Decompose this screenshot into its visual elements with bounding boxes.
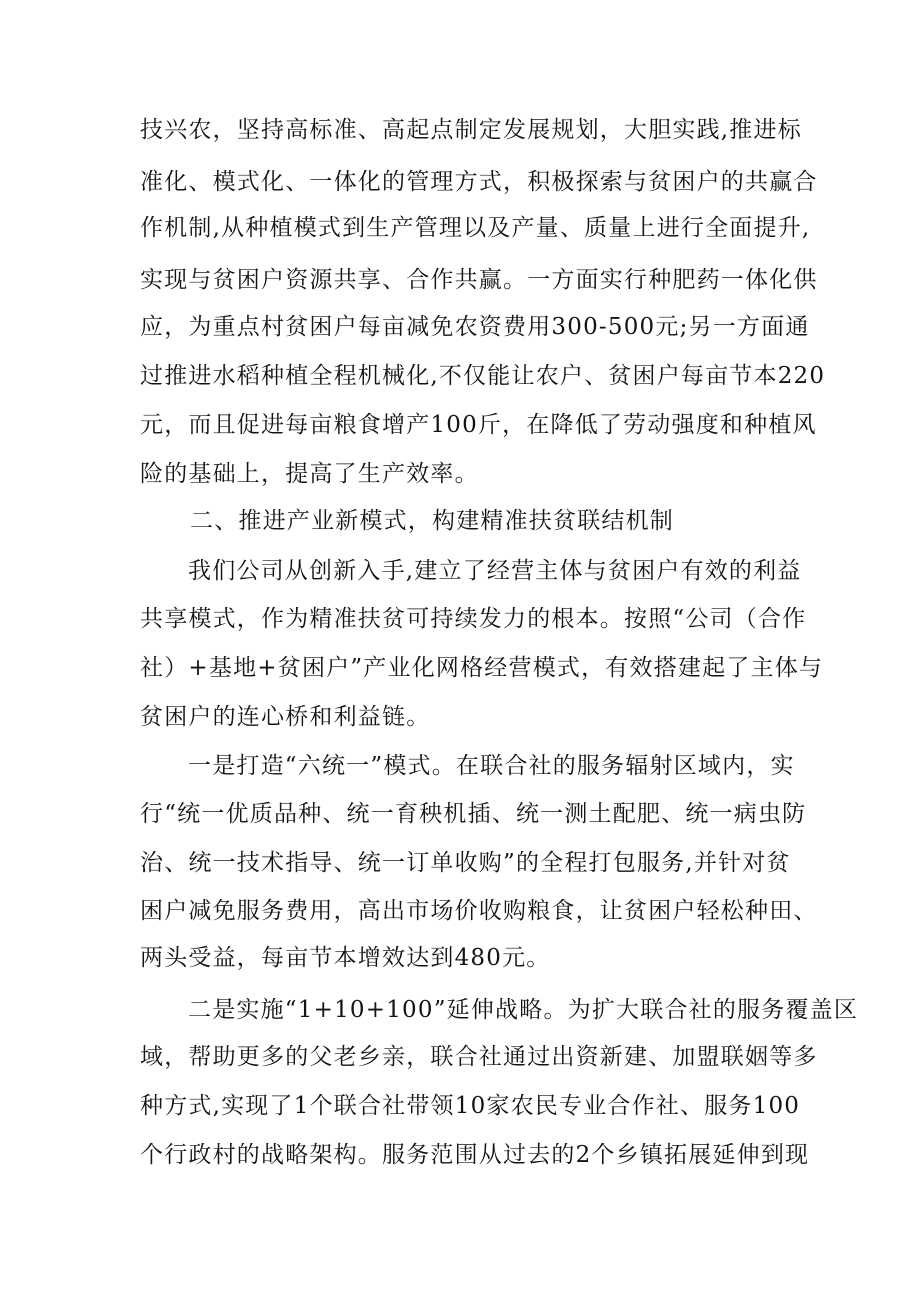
text-line: 种方式,实现了1个联合社带领10家农民专业合作社、服务100 <box>140 1093 801 1119</box>
text-line: 共享模式，作为精准扶贫可持续发力的根本。按照“公司（合作 <box>140 606 807 632</box>
text-line: 我们公司从创新入手,建立了经营主体与贫困户有效的利益 <box>188 558 802 584</box>
text-line: 元，而且促进每亩粮食增产100斤，在降低了劳动强度和种植风 <box>140 412 817 438</box>
text-line: 险的基础上，提高了生产效率。 <box>140 461 479 487</box>
text-line: 两头受益，每亩节本增效达到480元。 <box>140 945 551 971</box>
text-line: 过推进水稻种植全程机械化,不仅能让农户、贫困户每亩节本220 <box>140 363 826 389</box>
text-line: 治、统一技术指导、统一订单收购”的全程打包服务,并针对贫 <box>140 850 791 876</box>
text-line: 实现与贫困户资源共享、合作共赢。一方面实行种肥药一体化供 <box>140 267 818 293</box>
text-line: 准化、模式化、一体化的管理方式，积极探索与贫困户的共赢合 <box>140 169 818 195</box>
text-line: 二是实施“1+10+100”延伸战略。为扩大联合社的服务覆盖区 <box>188 997 859 1023</box>
text-line: 作机制,从种植模式到生产管理以及产量、质量上进行全面提升, <box>140 215 811 241</box>
text-line: 个行政村的战略架构。服务范围从过去的2个乡镇拓展延伸到现 <box>140 1142 810 1168</box>
text-line: 域，帮助更多的父老乡亲，联合社通过出资新建、加盟联姻等多 <box>140 1044 818 1070</box>
text-line: 技兴农，坚持高标准、高起点制定发展规划，大胆实践,推进标 <box>140 117 802 143</box>
text-line: 贫困户的连心桥和利益链。 <box>140 704 431 730</box>
section-heading: 二、推进产业新模式，构建精准扶贫联结机制 <box>190 508 674 534</box>
text-line: 困户减免服务费用，高出市场价收购粮食，让贫困户轻松种田、 <box>140 898 818 924</box>
text-line: 应，为重点村贫困户每亩减免农资费用300-500元;另一方面通 <box>140 314 810 340</box>
text-line: 社）+基地+贫困户”产业化网格经营模式，有效搭建起了主体与 <box>140 655 824 681</box>
text-line: 行“统一优质品种、统一育秧机插、统一测土配肥、统一病虫防 <box>140 801 807 827</box>
text-line: 一是打造“六统一”模式。在联合社的服务辐射区域内，实 <box>188 753 795 779</box>
